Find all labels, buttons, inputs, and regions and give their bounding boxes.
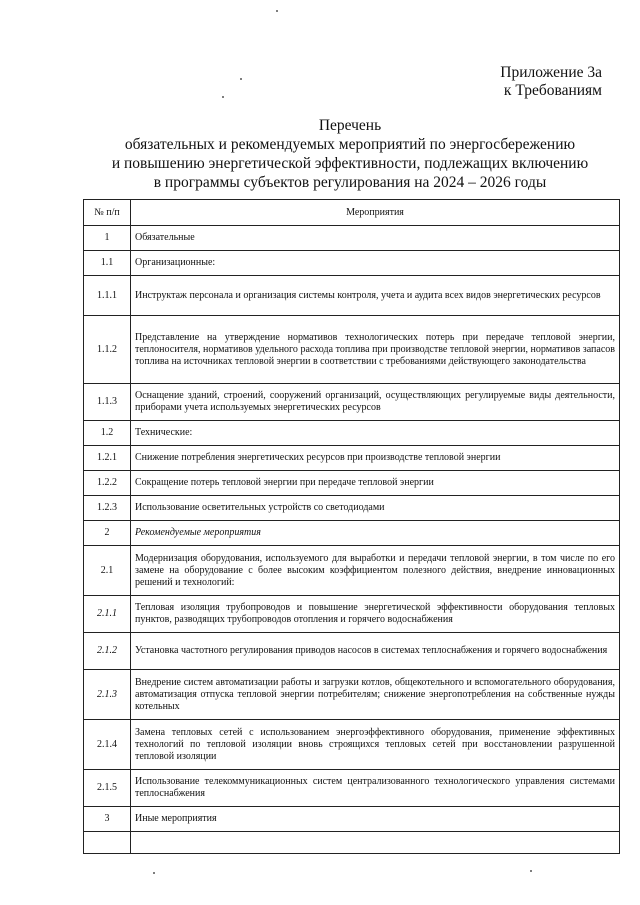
title-line-1: Перечень: [318, 117, 382, 134]
table-row: [84, 316, 620, 384]
table-row: [84, 471, 620, 496]
scan-speck: [530, 870, 532, 872]
table-row: [84, 384, 620, 421]
scan-speck: [240, 78, 242, 80]
row-number: 2: [84, 521, 131, 546]
title-line-3: и повышению энергетической эффективности, подлежащих включению: [111, 155, 589, 172]
row-number: 1.1: [84, 251, 131, 276]
scan-speck: [153, 872, 155, 874]
row-number: 1.2.2: [84, 471, 131, 496]
header-number: № п/п: [84, 200, 131, 226]
row-measure: Сокращение потерь тепловой энергии при передаче тепловой энергии: [131, 471, 620, 496]
row-number: 2.1.1: [84, 596, 131, 633]
row-measure: Снижение потребления энергетических ресурсов при производстве тепловой энергии: [131, 446, 620, 471]
row-number: 1: [84, 226, 131, 251]
row-number: 2.1: [84, 546, 131, 596]
row-measure: Использование осветительных устройств со светодиодами: [131, 496, 620, 521]
table-row: [84, 251, 620, 276]
row-measure: Обязательные: [131, 226, 620, 251]
row-measure: Внедрение систем автоматизации работы и загрузки котлов, общекотельного и вспомогательного оборудования, автоматизация отпуска тепловой энергии потребителям; снижение энергопотребления на собственные нужды котельных: [131, 670, 620, 720]
table-row: [84, 276, 620, 316]
row-number: 2.1.5: [84, 770, 131, 807]
table-row: [84, 546, 620, 596]
row-number: 2.1.4: [84, 720, 131, 770]
header-measures: Мероприятия: [131, 200, 620, 226]
table-row: [84, 633, 620, 670]
title-line-2: обязательных и рекомендуемых мероприятий по энергосбережению: [124, 136, 576, 153]
row-measure: Представление на утверждение нормативов технологических потерь при передаче тепловой энергии, теплоносителя, нормативов удельного расхода топлива при производстве тепловой энергии, нормативов запасов топлива на источниках тепловой энергии в соответствии с требованиями действующего законодательства: [131, 316, 620, 384]
row-number: 2.1.3: [84, 670, 131, 720]
measures-table: [83, 199, 620, 854]
row-number: 1.2: [84, 421, 131, 446]
table-row: [84, 596, 620, 633]
appendix-label: Приложение 3а: [500, 64, 602, 81]
row-measure: Технические:: [131, 421, 620, 446]
appendix-reference: к Требованиям: [503, 82, 602, 99]
row-number: 1.1.2: [84, 316, 131, 384]
table-row: [84, 770, 620, 807]
row-number: [84, 832, 131, 854]
table-row: [84, 720, 620, 770]
title-line-4: в программы субъектов регулирования на 2024 – 2026 годы: [153, 174, 547, 191]
table-row: [84, 496, 620, 521]
row-measure: [131, 832, 620, 854]
scan-speck: [222, 96, 224, 98]
appendix-header: [500, 64, 602, 100]
table-row: [84, 807, 620, 832]
row-number: 1.2.3: [84, 496, 131, 521]
row-measure: Инструктаж персонала и организация системы контроля, учета и аудита всех видов энергетических ресурсов: [131, 276, 620, 316]
table-row: [84, 832, 620, 854]
table-row: [84, 521, 620, 546]
row-measure: Замена тепловых сетей с использованием энергоэффективного оборудования, применение эффективных технологий по тепловой изоляции вновь строящихся тепловых сетей при восстановлении разрушенной тепловой изоляции: [131, 720, 620, 770]
row-number: 2.1.2: [84, 633, 131, 670]
row-measure: Установка частотного регулирования приводов насосов в системах теплоснабжения и горячего водоснабжения: [131, 633, 620, 670]
row-number: 1.1.1: [84, 276, 131, 316]
row-number: 1.1.3: [84, 384, 131, 421]
table-row: [84, 446, 620, 471]
table-row: [84, 421, 620, 446]
document-title: [80, 116, 620, 192]
row-measure: Иные мероприятия: [131, 807, 620, 832]
table-row: [84, 226, 620, 251]
scan-speck: [276, 10, 278, 12]
row-number: 3: [84, 807, 131, 832]
row-measure: Организационные:: [131, 251, 620, 276]
row-number: 1.2.1: [84, 446, 131, 471]
row-measure: Модернизация оборудования, используемого для выработки и передачи тепловой энергии, в том числе по его замене на оборудование с более высоким коэффициентом полезного действия, внедрение инновационных решений и технологий:: [131, 546, 620, 596]
table-row: [84, 670, 620, 720]
row-measure: Использование телекоммуникационных систем централизованного технологического управления системами теплоснабжения: [131, 770, 620, 807]
row-measure: Тепловая изоляция трубопроводов и повышение энергетической эффективности оборудования тепловых пунктов, разводящих трубопроводов отопления и горячего водоснабжения: [131, 596, 620, 633]
row-measure: Рекомендуемые мероприятия: [131, 521, 620, 546]
row-measure: Оснащение зданий, строений, сооружений организаций, осуществляющих регулируемые виды деятельности, приборами учета используемых энергетических ресурсов: [131, 384, 620, 421]
